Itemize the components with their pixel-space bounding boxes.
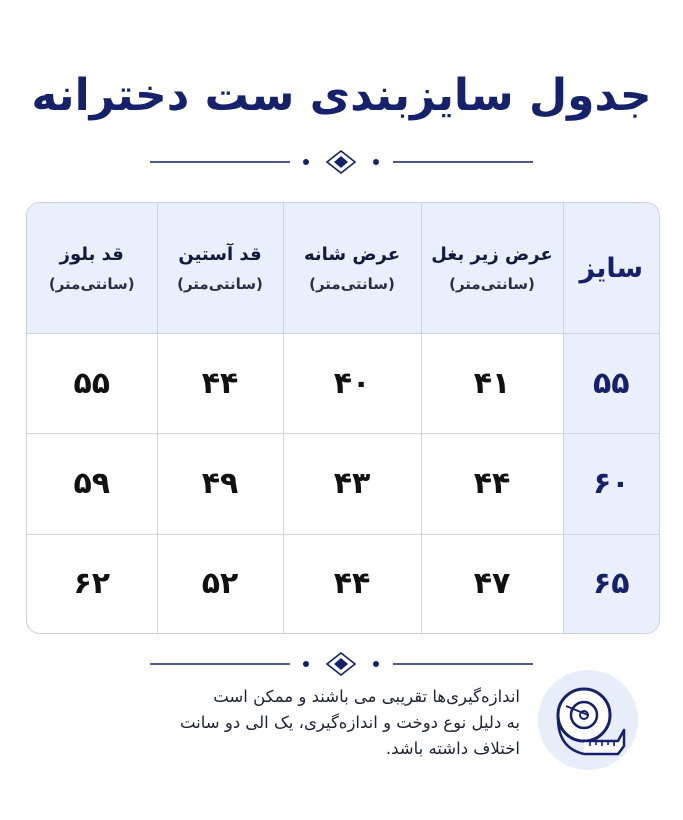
header-underarm bbox=[421, 203, 563, 334]
size-cell: ۵۵ bbox=[563, 334, 659, 434]
measuring-tape-icon bbox=[536, 668, 640, 772]
header-shoulder bbox=[283, 203, 421, 334]
header-size bbox=[563, 203, 659, 334]
sleeve-cell: ۵۲ bbox=[157, 534, 283, 633]
header-blouse bbox=[27, 203, 157, 334]
size-cell: ۶۵ bbox=[563, 534, 659, 633]
header-shoulder-unit: (سانتی‌متر) bbox=[309, 274, 395, 293]
shoulder-cell: ۴۴ bbox=[283, 534, 421, 633]
header-blouse-unit: (سانتی‌متر) bbox=[48, 274, 135, 293]
note-line: اختلاف داشته باشد. bbox=[385, 739, 520, 758]
header-underarm-unit: (سانتی‌متر) bbox=[449, 274, 535, 293]
underarm-cell: ۴۷ bbox=[421, 534, 563, 633]
header-sleeve-unit: (سانتی‌متر) bbox=[177, 274, 263, 293]
size-cell: ۶۰ bbox=[563, 434, 659, 534]
size-table bbox=[26, 202, 660, 634]
diamond-ornament-icon bbox=[150, 652, 533, 676]
diamond-ornament-icon bbox=[150, 150, 533, 174]
underarm-cell: ۴۱ bbox=[421, 334, 563, 434]
blouse-cell: ۶۲ bbox=[27, 534, 157, 633]
page-title: جدول سایزبندی ست دخترانه bbox=[31, 70, 652, 121]
header-sleeve bbox=[157, 203, 283, 334]
header-sleeve-label: قد آستین bbox=[178, 243, 262, 265]
header-size-label: سایز bbox=[579, 252, 644, 284]
header-blouse-label: قد بلوز bbox=[59, 243, 124, 265]
table-row bbox=[27, 334, 659, 434]
table-row bbox=[27, 434, 659, 534]
note-line: به دلیل نوع دوخت و اندازه‌گیری، یک الی دو سانت bbox=[179, 713, 520, 732]
header-shoulder-label: عرض شانه bbox=[303, 243, 401, 265]
underarm-cell: ۴۴ bbox=[421, 434, 563, 534]
measurement-note bbox=[80, 684, 520, 762]
sleeve-cell: ۴۴ bbox=[157, 334, 283, 434]
table-row bbox=[27, 534, 659, 633]
blouse-cell: ۵۹ bbox=[27, 434, 157, 534]
shoulder-cell: ۴۳ bbox=[283, 434, 421, 534]
sleeve-cell: ۴۹ bbox=[157, 434, 283, 534]
blouse-cell: ۵۵ bbox=[27, 334, 157, 434]
header-underarm-label: عرض زیر بغل bbox=[431, 243, 553, 265]
note-line: اندازه‌گیری‌ها تقریبی می باشند و ممکن است bbox=[213, 687, 520, 706]
table-header-row bbox=[27, 203, 659, 334]
shoulder-cell: ۴۰ bbox=[283, 334, 421, 434]
